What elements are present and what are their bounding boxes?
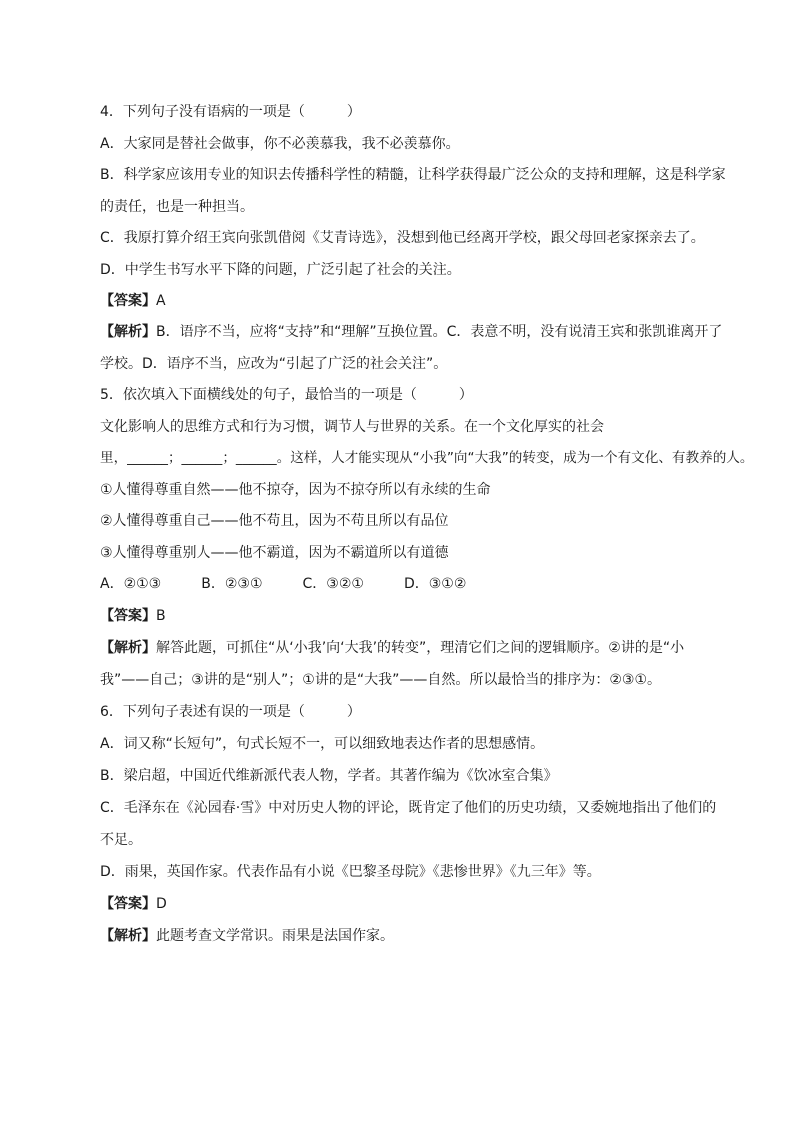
- q6-option-c-line2: 不足。: [100, 832, 142, 848]
- q6-answer-value: D: [156, 896, 167, 912]
- q5-passage-line1: 文化影响人的思维方式和行为习惯，调节人与世界的关系。在一个文化厚实的社会: [100, 419, 604, 435]
- q6-option-d: D．雨果，英国作家。代表作品有小说《巴黎圣母院》《悲惨世界》《九三年》等。: [100, 864, 601, 880]
- q5-choices: [100, 574, 506, 594]
- answer-tag: 【答案】: [100, 896, 156, 912]
- q6-stem: 6．下列句子表述有误的一项是（ ）: [100, 704, 361, 720]
- q4-option-c: C．我原打算介绍王宾向张凯借阅《艾青诗选》，没想到他已经离开学校，跟父母回老家探亲去了。: [100, 230, 705, 246]
- q4-answer: [100, 291, 166, 311]
- q5-choice-b: B．②③①: [201, 576, 263, 592]
- q5-choice-a: A．②①③: [100, 576, 162, 592]
- q4-option-d: D．中学生书写水平下降的问题，广泛引起了社会的关注。: [100, 262, 461, 278]
- q4-stem: 4．下列句子没有语病的一项是（ ）: [100, 104, 361, 120]
- q5-analysis-line1: [100, 638, 684, 658]
- q6-option-a: A．词又称“长短句”，句式长短不一，可以细致地表达作者的思想感情。: [100, 736, 545, 752]
- q5-passage-line2: 里，______；______；______。这样，人才能实现从“小我”向“大我”的转变，成为一个有文化、有教养的人。: [100, 450, 754, 466]
- q4-option-a: A．大家同是替社会做事，你不必羡慕我，我不必羡慕你。: [100, 136, 460, 152]
- q6-analysis: [100, 926, 394, 946]
- q4-analysis-line2: 学校。D．语序不当，应改为“引起了广泛的社会关注”。: [100, 356, 448, 372]
- q6-option-b: B．梁启超，中国近代维新派代表人物，学者。其著作编为《饮冰室合集》: [100, 768, 558, 784]
- q5-analysis-line2: 我”——自己；③讲的是“别人”；①讲的是“大我”——自然。所以最恰当的排序为：②③①。: [100, 672, 662, 688]
- analysis-tag: 【解析】: [100, 324, 156, 340]
- q5-answer-value: B: [156, 608, 166, 624]
- q4-option-b-line1: B．科学家应该用专业的知识去传播科学性的精髓，让科学获得最广泛公众的支持和理解，这是科学家: [100, 167, 726, 183]
- q4-analysis-text1: B．语序不当，应将“支持”和“理解”互换位置。C．表意不明，没有说清王宾和张凯谁离开了: [156, 324, 723, 340]
- analysis-tag: 【解析】: [100, 640, 156, 656]
- q5-answer: [100, 606, 166, 626]
- q6-analysis-text: 此题考查文学常识。雨果是法国作家。: [156, 928, 394, 944]
- q5-item-1: ①人懂得尊重自然——他不掠夺，因为不掠夺所以有永续的生命: [100, 482, 491, 498]
- q6-answer: [100, 894, 167, 914]
- q5-item-2: ②人懂得尊重自己——他不苟且，因为不苟且所以有品位: [100, 513, 449, 529]
- q5-item-3: ③人懂得尊重别人——他不霸道，因为不霸道所以有道德: [100, 545, 449, 561]
- q5-choice-d: D．③①②: [403, 576, 467, 592]
- q6-option-c-line1: C．毛泽东在《沁园春·雪》中对历史人物的评论，既肯定了他们的历史功绩，又委婉地指出了他们的: [100, 800, 717, 816]
- q5-choice-c: C．③②①: [302, 576, 364, 592]
- q5-analysis-text1: 解答此题，可抓住“从‘小我’向‘大我’的转变”，理清它们之间的逻辑顺序。②讲的是“小: [156, 640, 685, 656]
- q4-analysis-line1: [100, 322, 722, 342]
- q4-option-b-line2: 的责任，也是一种担当。: [100, 199, 254, 215]
- analysis-tag: 【解析】: [100, 928, 156, 944]
- answer-tag: 【答案】: [100, 293, 156, 309]
- answer-tag: 【答案】: [100, 608, 156, 624]
- q4-answer-value: A: [156, 293, 166, 309]
- q5-stem: 5．依次填入下面横线处的句子，最恰当的一项是（ ）: [100, 387, 473, 403]
